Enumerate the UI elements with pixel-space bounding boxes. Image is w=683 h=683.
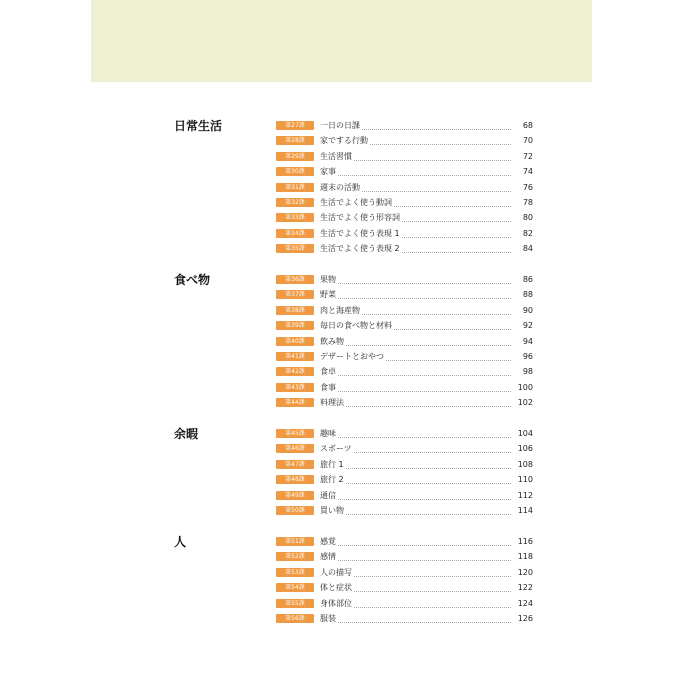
page-number: 94 xyxy=(522,336,533,346)
page-number: 70 xyxy=(522,136,533,146)
lesson-badge: 第35課 xyxy=(276,244,314,253)
section-title: 余暇 xyxy=(174,427,199,441)
entry-title: 料理法 xyxy=(320,398,344,408)
entry-title: スポーツ xyxy=(320,444,352,454)
toc-entry xyxy=(276,397,533,409)
page-number: 92 xyxy=(522,321,533,331)
entry-label xyxy=(320,274,500,286)
toc-entry xyxy=(276,182,533,194)
toc-entry xyxy=(276,474,533,486)
entry-title: 家事 xyxy=(320,167,336,177)
lesson-badge: 第47課 xyxy=(276,460,314,469)
toc-entry xyxy=(276,567,533,579)
entry-title: 肉と海産物 xyxy=(320,305,360,315)
page-number: 122 xyxy=(517,583,533,593)
entry-title: 生活でよく使う表現 1 xyxy=(320,228,400,238)
lesson-badge: 第46課 xyxy=(276,444,314,453)
page-number: 110 xyxy=(517,475,533,485)
lesson-badge: 第44課 xyxy=(276,398,314,407)
lesson-badge: 第50課 xyxy=(276,506,314,515)
lesson-badge: 第40課 xyxy=(276,337,314,346)
page-number: 126 xyxy=(517,614,533,623)
entry-label xyxy=(320,582,500,594)
toc-entry xyxy=(276,382,533,394)
page-number: 98 xyxy=(522,367,533,377)
entry-label xyxy=(320,428,500,440)
entry-title: 生活でよく使う動詞 xyxy=(320,198,392,207)
entry-title: 身体部位 xyxy=(320,598,352,608)
toc-entry xyxy=(276,459,533,471)
toc-entry xyxy=(276,443,533,455)
page-number: 112 xyxy=(517,490,533,500)
toc-entry xyxy=(276,320,533,332)
lesson-badge: 第41課 xyxy=(276,352,314,361)
lesson-badge: 第28課 xyxy=(276,136,314,145)
lesson-badge: 第43課 xyxy=(276,383,314,392)
lesson-badge: 第27課 xyxy=(276,121,314,130)
entry-label xyxy=(320,182,500,194)
lesson-badge: 第48課 xyxy=(276,475,314,484)
toc-entry xyxy=(276,536,533,548)
entry-title: 野菜 xyxy=(320,290,336,300)
toc-entry xyxy=(276,135,533,147)
entry-label xyxy=(320,243,500,255)
section-title: 日常生活 xyxy=(174,119,223,133)
page-number: 118 xyxy=(517,552,533,562)
lesson-badge: 第34課 xyxy=(276,229,314,238)
toc-entry xyxy=(276,613,533,625)
lesson-badge: 第42課 xyxy=(276,367,314,376)
toc-entry xyxy=(276,351,533,363)
entry-title: 買い物 xyxy=(320,506,344,515)
lesson-badge: 第45課 xyxy=(276,429,314,438)
entry-label xyxy=(320,305,500,317)
entry-label xyxy=(320,289,500,301)
entry-label xyxy=(320,443,500,455)
lesson-badge: 第55課 xyxy=(276,599,314,608)
page-number: 86 xyxy=(522,275,533,284)
lesson-badge: 第56課 xyxy=(276,614,314,623)
entry-title: 家でする行動 xyxy=(320,136,368,146)
entry-title: 毎日の食べ物と材料 xyxy=(320,321,392,331)
entry-label xyxy=(320,166,500,178)
entry-label xyxy=(320,459,500,471)
toc-entry xyxy=(276,505,533,517)
page-number: 116 xyxy=(517,537,533,546)
lesson-badge: 第29課 xyxy=(276,152,314,161)
entry-title: 趣味 xyxy=(320,429,336,438)
entry-title: 生活でよく使う表現 2 xyxy=(320,244,400,254)
toc-entry xyxy=(276,305,533,317)
page-number: 88 xyxy=(522,290,533,300)
entry-title: 旅行 1 xyxy=(320,459,344,469)
lesson-badge: 第31課 xyxy=(276,183,314,192)
entry-title: 一日の日課 xyxy=(320,121,360,130)
lesson-badge: 第52課 xyxy=(276,552,314,561)
toc-entry xyxy=(276,166,533,178)
lesson-badge: 第33課 xyxy=(276,213,314,222)
page-number: 80 xyxy=(522,213,533,223)
entry-title: 生活習慣 xyxy=(320,151,352,161)
entry-label xyxy=(320,490,500,502)
page-number: 124 xyxy=(517,598,533,608)
lesson-badge: 第32課 xyxy=(276,198,314,207)
entry-title: デザートとおやつ xyxy=(320,352,384,361)
entry-label xyxy=(320,382,500,394)
toc-entry xyxy=(276,428,533,440)
page-number: 90 xyxy=(522,305,533,315)
entry-title: 感情 xyxy=(320,552,336,562)
entry-title: 生活でよく使う形容詞 xyxy=(320,213,400,223)
entry-title: 食卓 xyxy=(320,367,336,377)
entry-title: 感覚 xyxy=(320,537,336,546)
page-number: 100 xyxy=(517,382,533,392)
page-number: 104 xyxy=(517,429,533,438)
toc-entry xyxy=(276,598,533,610)
entry-label xyxy=(320,120,500,132)
entry-title: 体と症状 xyxy=(320,583,352,593)
entry-label xyxy=(320,505,500,517)
entry-label xyxy=(320,598,500,610)
toc-entry xyxy=(276,274,533,286)
entry-label xyxy=(320,351,500,363)
lesson-badge: 第54課 xyxy=(276,583,314,592)
page-number: 102 xyxy=(517,398,533,408)
toc-entry xyxy=(276,490,533,502)
lesson-badge: 第49課 xyxy=(276,491,314,500)
toc-entry xyxy=(276,228,533,240)
lesson-badge: 第39課 xyxy=(276,321,314,330)
entry-title: 食事 xyxy=(320,382,336,392)
page-number: 120 xyxy=(517,567,533,577)
lesson-badge: 第51課 xyxy=(276,537,314,546)
lesson-badge: 第30課 xyxy=(276,167,314,176)
page-number: 72 xyxy=(522,151,533,161)
toc-entry xyxy=(276,151,533,163)
entry-label xyxy=(320,551,500,563)
entry-label xyxy=(320,613,500,625)
entry-label xyxy=(320,567,500,579)
page-number: 82 xyxy=(522,228,533,238)
page-number: 68 xyxy=(522,121,533,130)
toc-entry xyxy=(276,120,533,132)
entry-title: 旅行 2 xyxy=(320,475,344,485)
entry-label xyxy=(320,228,500,240)
page xyxy=(91,0,592,683)
entry-label xyxy=(320,366,500,378)
toc-entry xyxy=(276,336,533,348)
entry-label xyxy=(320,474,500,486)
lesson-badge: 第53課 xyxy=(276,568,314,577)
entry-label xyxy=(320,135,500,147)
page-number: 106 xyxy=(517,444,533,454)
entry-title: 週末の活動 xyxy=(320,182,360,192)
page-number: 108 xyxy=(517,459,533,469)
section-title: 人 xyxy=(174,535,187,549)
page-number: 84 xyxy=(522,244,533,254)
entry-label xyxy=(320,320,500,332)
toc-entry xyxy=(276,197,533,209)
entry-title: 果物 xyxy=(320,275,336,284)
section-title: 食べ物 xyxy=(174,273,211,287)
toc-entry xyxy=(276,551,533,563)
page-number: 76 xyxy=(522,182,533,192)
page-number: 74 xyxy=(522,167,533,177)
entry-label xyxy=(320,336,500,348)
entry-label xyxy=(320,397,500,409)
entry-title: 人の描写 xyxy=(320,567,352,577)
entry-title: 飲み物 xyxy=(320,336,344,346)
entry-label xyxy=(320,197,500,209)
lesson-badge: 第38課 xyxy=(276,306,314,315)
page-number: 78 xyxy=(522,198,533,207)
page-number: 114 xyxy=(517,506,533,515)
toc-entry xyxy=(276,366,533,378)
header-band xyxy=(91,0,592,82)
toc-entry xyxy=(276,243,533,255)
entry-label xyxy=(320,536,500,548)
lesson-badge: 第36課 xyxy=(276,275,314,284)
toc-entry xyxy=(276,212,533,224)
toc-entry xyxy=(276,582,533,594)
toc-entry xyxy=(276,289,533,301)
entry-title: 通信 xyxy=(320,490,336,500)
entry-title: 服装 xyxy=(320,614,336,623)
entry-label xyxy=(320,212,500,224)
lesson-badge: 第37課 xyxy=(276,290,314,299)
page-number: 96 xyxy=(522,352,533,361)
entry-label xyxy=(320,151,500,163)
